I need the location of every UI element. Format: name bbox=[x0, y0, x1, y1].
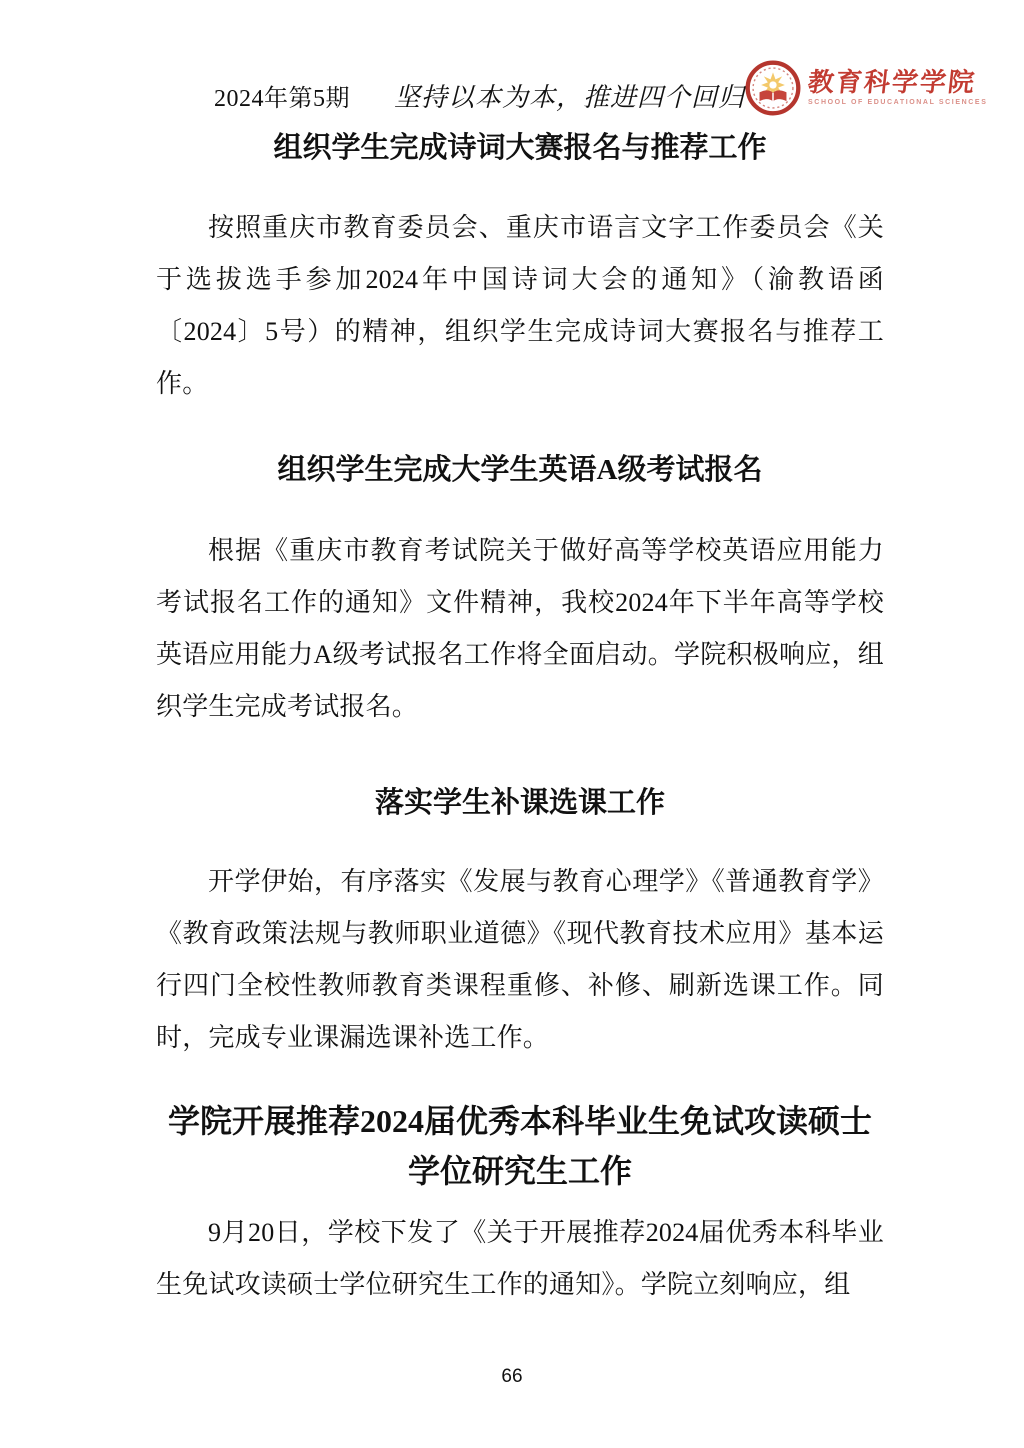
section-body-english-exam: 根据《重庆市教育考试院关于做好高等学校英语应用能力考试报名工作的通知》文件精神，我校2024年下半年高等学校英语应用能力A级考试报名工作将全面启动。学院积极响应，组织学生完成考试报名。 bbox=[156, 536, 884, 721]
section-heading-english-exam: 组织学生完成大学生英语A级考试报名 bbox=[277, 454, 763, 486]
page-header bbox=[156, 58, 988, 118]
school-emblem-icon bbox=[745, 60, 801, 116]
section-heading-poetry-contest: 组织学生完成诗词大赛报名与推荐工作 bbox=[273, 132, 767, 164]
page-number: 66 bbox=[501, 1366, 523, 1387]
school-name-block bbox=[808, 70, 987, 106]
school-logo bbox=[745, 60, 987, 116]
section-body-poetry-contest: 按照重庆市教育委员会、重庆市语言文字工作委员会《关于选拔选手参加2024年中国诗词大会的通知》（渝教语函〔2024〕5号）的精神，组织学生完成诗词大赛报名与推荐工作。 bbox=[156, 213, 884, 398]
section-body-graduate-recommendation: 9月20日，学校下发了《关于开展推荐2024届优秀本科毕业生免试攻读硕士学位研究生工作的通知》。学院立刻响应，组 bbox=[156, 1218, 884, 1299]
section-heading-course-selection: 落实学生补课选课工作 bbox=[374, 787, 665, 819]
issue-label: 2024年第5期 bbox=[214, 85, 350, 112]
section-heading-graduate-recommendation: 学院开展推荐2024届优秀本科毕业生免试攻读硕士学位研究生工作 bbox=[167, 1103, 872, 1189]
school-name-cn: 教育科学学院 bbox=[806, 68, 978, 97]
school-name-en: SCHOOL OF EDUCATIONAL SCIENCES bbox=[808, 99, 988, 106]
motto-text: 坚持以本为本，推进四个回归 bbox=[394, 82, 746, 112]
section-body-course-selection: 开学伊始，有序落实《发展与教育心理学》《普通教育学》《教育政策法规与教师职业道德》《现代教育技术应用》基本运行四门全校性教师教育类课程重修、补修、刷新选课工作。同时，完成专业课漏选课补选工作。 bbox=[156, 867, 884, 1052]
